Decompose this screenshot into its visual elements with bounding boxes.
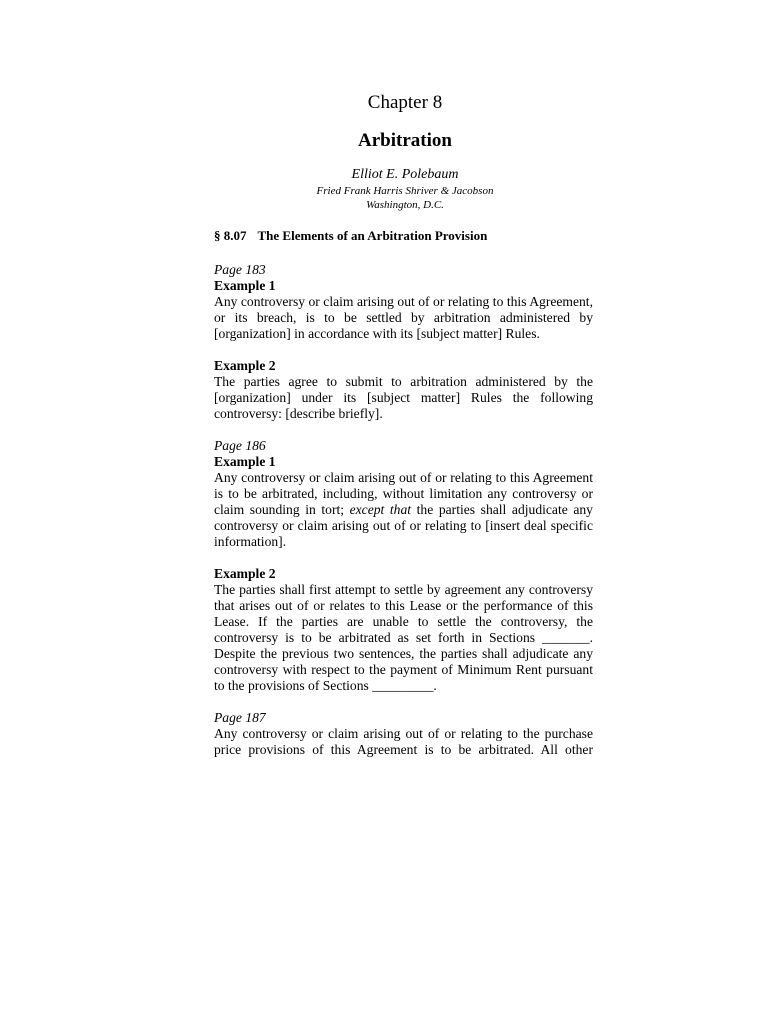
section-number: § 8.07 (214, 228, 247, 243)
page-label-186: Page 186 (214, 438, 266, 453)
example-label: Example 2 (214, 566, 276, 581)
page-label-183: Page 183 (214, 262, 266, 277)
document-body (214, 262, 593, 758)
example-paragraph: Any controversy or claim arising out of or relating to this Agreement, or its breach, is to be settled by arbitration administered by [organization] in accordance with its [subject matter] Rules. (214, 294, 593, 341)
example-paragraph: Any controversy or claim arising out of or relating to the purchase price provisions of this Agreement is to be arbitrated. All other (214, 726, 593, 757)
chapter-number: Chapter 8 (367, 92, 443, 113)
example-label: Example 2 (214, 358, 276, 373)
author-name: Elliot E. Polebaum (351, 167, 459, 182)
example-label: Example 1 (214, 278, 276, 293)
example-paragraph (214, 470, 593, 550)
example-paragraph: The parties agree to submit to arbitration administered by the [organization] under its [subject matter] Rules the following controversy: [describe briefly]. (214, 374, 593, 421)
section-title: The Elements of an Arbitration Provision (257, 228, 488, 243)
author-firm: Fried Frank Harris Shriver & Jacobson (316, 185, 494, 197)
section-heading (214, 228, 487, 244)
paragraph-text: the parties shall adjudicate any controversy or claim arising out of or relating to [insert deal specific information]. (214, 502, 593, 549)
author-location: Washington, D.C. (366, 199, 444, 211)
chapter-title: Arbitration (358, 130, 452, 151)
page-label-187: Page 187 (214, 710, 266, 725)
example-label: Example 1 (214, 454, 276, 469)
example-paragraph: The parties shall first attempt to settle by agreement any controversy that arises out of or relates to this Lease or the performance of this Lease. If the parties are unable to settle the controversy, the controversy is to be arbitrated as set forth in Sections _______. Despite the previous two sentences, the parties shall adjudicate any controversy with respect to the payment of Minimum Rent pursuant to the provisions of Sections _________. (214, 582, 593, 693)
paragraph-text: Any controversy or claim arising out of or relating to this Agreement is to be arbitrated, including, without limitation any controversy or claim sounding in tort; (214, 470, 593, 517)
emphasis-text: except that (349, 502, 412, 517)
